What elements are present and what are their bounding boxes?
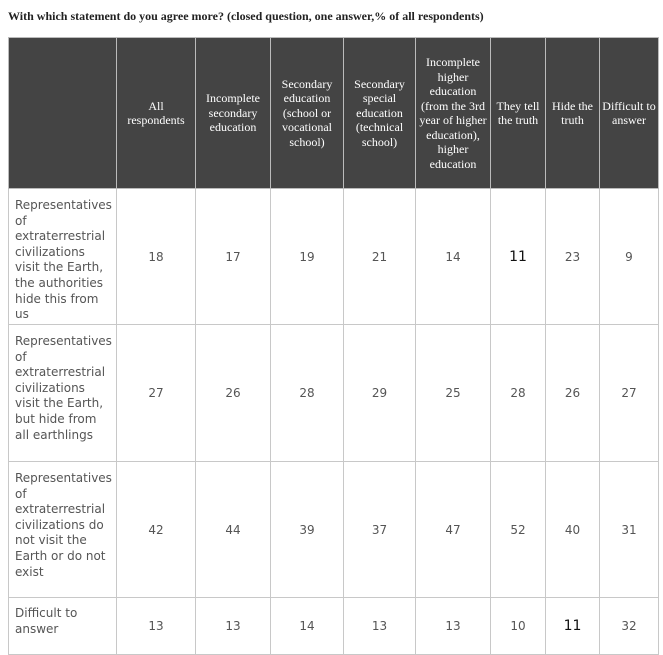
table-cell: 21 (344, 189, 416, 325)
row-label: Representatives of extraterrestrial civilizations do not visit the Earth or do not exist (9, 462, 117, 598)
header-difficult-to-answer: Difficult to answer (600, 38, 659, 189)
table-cell: 25 (416, 325, 491, 462)
table-row (9, 462, 659, 598)
header-hide-truth: Hide the truth (546, 38, 600, 189)
table-row (9, 325, 659, 462)
table-cell: 32 (600, 598, 659, 655)
table-cell: 47 (416, 462, 491, 598)
header-row (9, 38, 659, 189)
table-cell: 42 (117, 462, 196, 598)
row-label: Difficult to answer (9, 598, 117, 655)
survey-table (8, 37, 659, 655)
table-cell: 23 (546, 189, 600, 325)
table-cell: 9 (600, 189, 659, 325)
header-secondary: Secondary education (school or vocational school) (271, 38, 344, 189)
row-label: Representatives of extraterrestrial civilizations visit the Earth, but hide from all earthlings (9, 325, 117, 462)
table-title: With which statement do you agree more? (closed question, one answer,% of all respondents) (8, 9, 484, 23)
table-cell: 31 (600, 462, 659, 598)
table-cell: 13 (196, 598, 271, 655)
table-cell: 13 (117, 598, 196, 655)
table-cell: 28 (271, 325, 344, 462)
header-all-respondents: All respondents (117, 38, 196, 189)
table-cell: 28 (491, 325, 546, 462)
table-row (9, 598, 659, 655)
table-cell: 14 (416, 189, 491, 325)
header-incomplete-secondary: Incomplete secondary education (196, 38, 271, 189)
table-cell: 13 (344, 598, 416, 655)
table-cell: 19 (271, 189, 344, 325)
table-cell: 29 (344, 325, 416, 462)
table-cell: 17 (196, 189, 271, 325)
table-cell: 44 (196, 462, 271, 598)
table-cell: 52 (491, 462, 546, 598)
table-cell: 39 (271, 462, 344, 598)
table-cell: 37 (344, 462, 416, 598)
table-cell: 27 (600, 325, 659, 462)
header-higher-education: Incomplete higher education (from the 3rd year of higher education), higher education (416, 38, 491, 189)
table-cell: 11 (546, 598, 600, 655)
table-cell: 26 (546, 325, 600, 462)
header-blank (9, 38, 117, 189)
table-cell: 40 (546, 462, 600, 598)
table-cell: 14 (271, 598, 344, 655)
table-row (9, 189, 659, 325)
header-they-tell-truth: They tell the truth (491, 38, 546, 189)
table-cell: 18 (117, 189, 196, 325)
row-label: Representatives of extraterrestrial civilizations visit the Earth, the authorities hide this from us (9, 189, 117, 325)
table-cell: 11 (491, 189, 546, 325)
table-cell: 27 (117, 325, 196, 462)
header-secondary-special: Secondary special education (technical school) (344, 38, 416, 189)
table-cell: 13 (416, 598, 491, 655)
table-cell: 26 (196, 325, 271, 462)
table-cell: 10 (491, 598, 546, 655)
